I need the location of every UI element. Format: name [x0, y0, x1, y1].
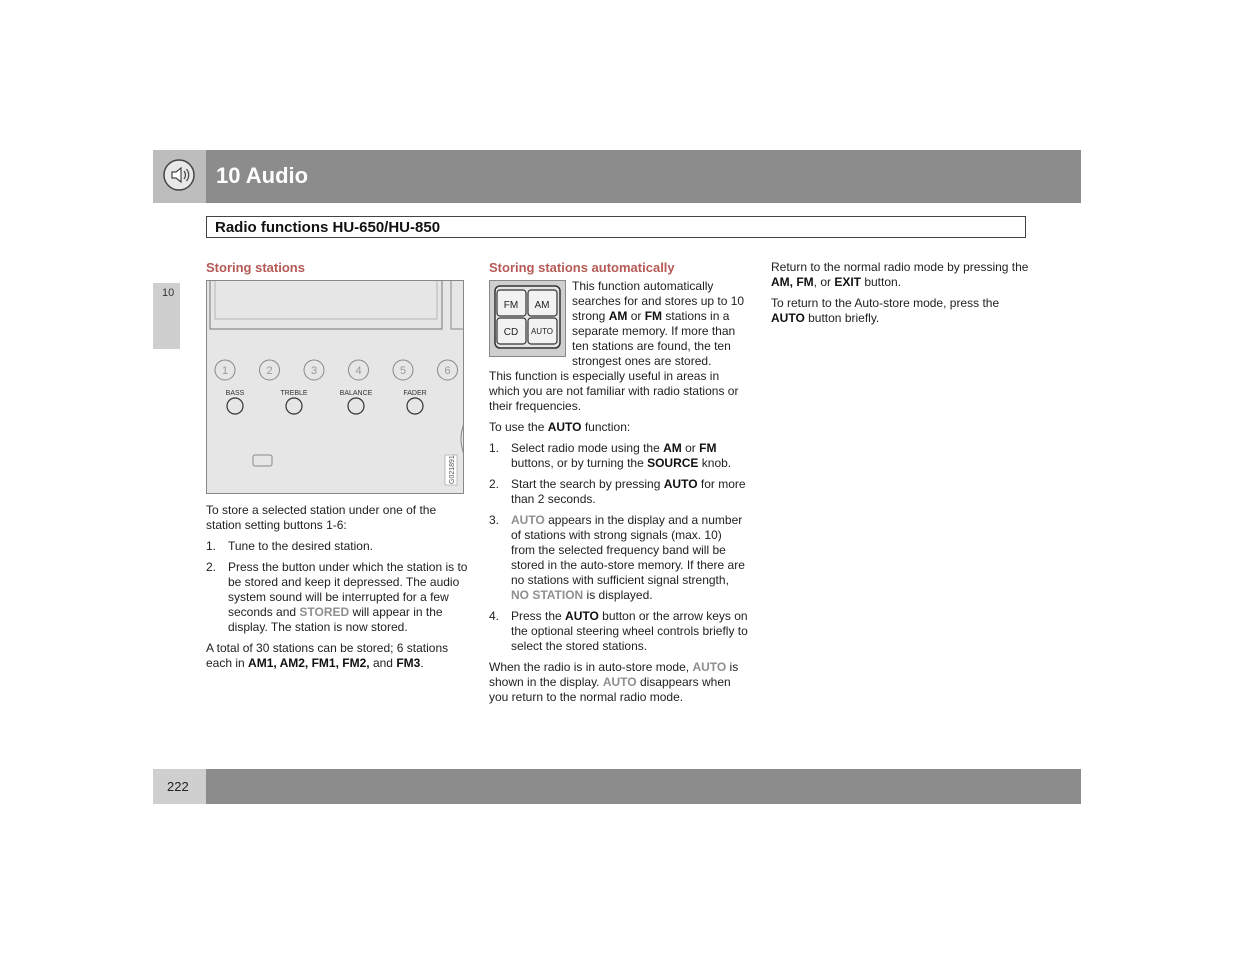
auto-store-to-use: To use the AUTO function:: [489, 420, 631, 434]
footer-bar: [206, 769, 1081, 804]
chapter-title: 10 Audio: [216, 163, 309, 188]
chapter-side-tab-number: 10: [162, 287, 175, 299]
page-number: 222: [167, 779, 189, 794]
control-knob: [227, 398, 243, 414]
radio-panel-drawing: [207, 281, 463, 493]
storing-steps: [206, 539, 468, 635]
source-buttons-drawing: [490, 281, 565, 356]
list-item: 2. Start the search by pressing AUTO for more than 2 seconds.: [489, 477, 746, 506]
storing-total: A total of 30 stations can be stored; 6 stations each in AM1, AM2, FM1, FM2, and FM3.: [206, 641, 449, 670]
control-knob: [407, 398, 423, 414]
auto-store-useful: This function is especially useful in areas in which you are not familiar with radio stations or their frequencies.: [489, 369, 739, 413]
auto-store-text: [489, 369, 749, 705]
control-knob: [348, 398, 364, 414]
list-item: 4. Press the AUTO button or the arrow keys on the optional steering wheel controls briefly to select the stored stations.: [489, 609, 748, 653]
return-normal-mode: Return to the normal radio mode by pressing the AM, FM, or EXIT button.: [771, 260, 1029, 289]
list-item: 1. Select radio mode using the AM or FM buttons, or by turning the SOURCE knob.: [489, 441, 732, 470]
storing-stations-text: [206, 503, 468, 671]
list-item: 3. AUTO appears in the display and a number of stations with strong signals (max. 10) from the selected frequency band will be stored in the auto-store memory. If there are no stations with sufficient signal strength, NO STATION is displayed.: [489, 513, 745, 602]
heading-storing-stations: Storing stations: [206, 260, 305, 275]
control-label: BASS: [225, 390, 245, 397]
fm-button-label: FM: [503, 300, 519, 311]
preset-button-label: 5: [399, 365, 407, 377]
list-item: 2. Press the button under which the station is to be stored and keep it depressed. The audio system sound will be interrupted for a few seconds and STORED will appear in the display. The station is now stored.: [206, 560, 468, 634]
source-buttons-illustration: [489, 280, 566, 357]
preset-button-label: 6: [444, 365, 451, 377]
list-item: 1. Tune to the desired station.: [206, 539, 373, 553]
preset-button-label: 4: [355, 365, 362, 377]
control-label: BALANCE: [339, 390, 373, 397]
control-label: TREBLE: [280, 390, 308, 397]
storing-intro: To store a selected station under one of the station setting buttons 1-6:: [206, 503, 437, 532]
am-button-label: AM: [534, 300, 550, 311]
cd-button-label: CD: [503, 327, 519, 338]
preset-button-label: 1: [221, 365, 229, 377]
auto-store-closing: When the radio is in auto-store mode, AUTO is shown in the display. AUTO disappears when you return to the normal radio mode.: [489, 660, 739, 704]
preset-button-label: 3: [310, 365, 318, 377]
auto-store-steps: [489, 441, 749, 654]
display-text-stored: STORED: [299, 605, 350, 619]
preset-button-label: 2: [266, 365, 273, 377]
control-knob: [286, 398, 302, 414]
display-text-auto: AUTO: [511, 513, 545, 527]
radio-panel-illustration: [206, 280, 464, 494]
auto-button-label: AUTO: [530, 327, 554, 336]
section-title: Radio functions HU-650/HU-850: [215, 219, 441, 236]
speaker-icon: [163, 159, 195, 191]
return-instructions: [771, 260, 1033, 326]
control-label: FADER: [403, 390, 427, 397]
heading-storing-automatically: Storing stations automatically: [489, 260, 675, 275]
display-text-no-station: NO STATION: [511, 588, 584, 602]
return-auto-store-mode: To return to the Auto-store mode, press the AUTO button briefly.: [771, 296, 1000, 325]
header-bar: [206, 150, 1081, 203]
figure-code: G021891: [449, 455, 456, 484]
auto-store-description: This function automatically searches for and stores up to 10 strong AM or FM stations in a separate memory. If more than ten stations are found, the ten strongest ones are stored.: [572, 279, 745, 368]
